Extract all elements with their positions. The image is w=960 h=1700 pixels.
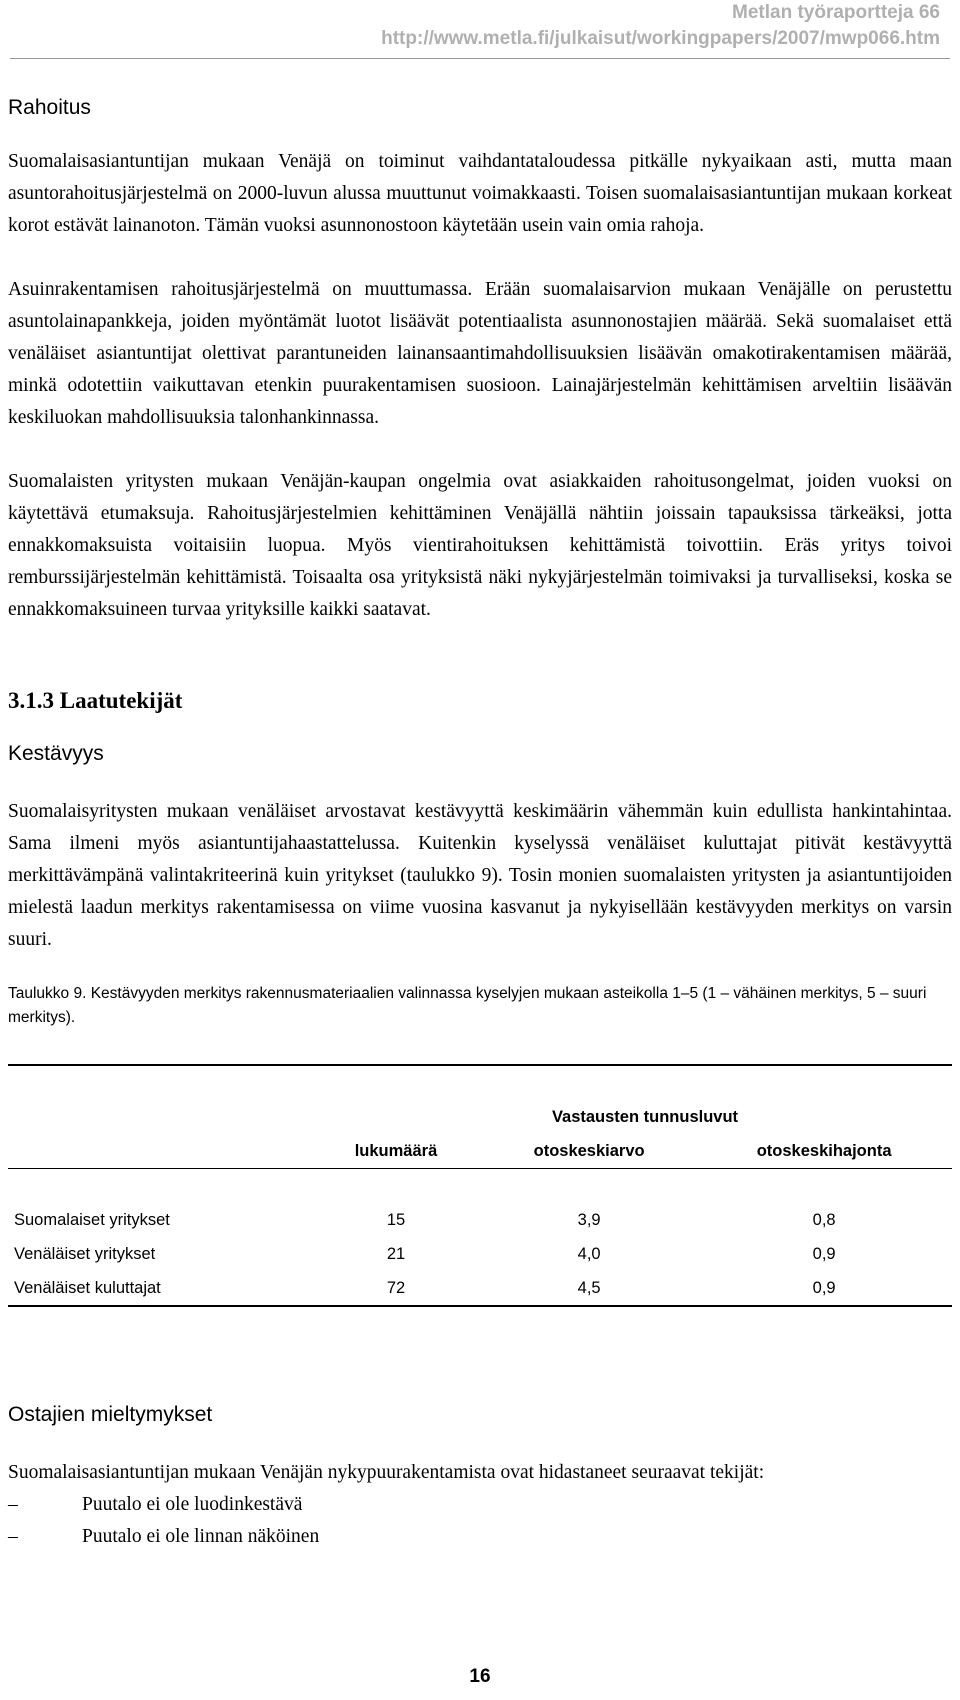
table-header-cell: [8, 1134, 310, 1169]
table-cell-group: Suomalaiset yritykset: [14, 1210, 170, 1229]
table-cell-sd: 0,9: [812, 1244, 836, 1263]
table-header-count: lukumäärä: [354, 1141, 438, 1160]
series-title: Metlan työraportteja 66: [732, 2, 940, 23]
table-row: [8, 1203, 952, 1237]
section-title-kestavyys: Kestävyys: [8, 742, 104, 765]
table-row: [8, 1271, 952, 1306]
table-cell-group: Venäläiset kuluttajat: [14, 1278, 161, 1297]
table-kestavyys: [8, 1064, 952, 1341]
table-cell-count: 21: [386, 1244, 406, 1263]
table-cell-count: 72: [386, 1278, 406, 1297]
section-title-laatutekijat: 3.1.3 Laatutekijät: [8, 688, 183, 713]
list-item-text: Puutalo ei ole luodinkestävä: [82, 1494, 303, 1515]
paragraph-rahoitus-3: Suomalaisten yritysten mukaan Venäjän-kaupan ongelmia ovat asiakkaiden rahoitusongelmat, joiden vuoksi on käytettävä etumaksuja. Rahoitusjärjestelmien kehittäminen Venäjällä nähtiin joissain tapauksissa tärkeäksi, jotta ennakkomaksuista voitaisiin luopua. Myös vientirahoituksen kehittämistä toivottiin. Eräs yritys toivoi remburssijärjestelmän kehittämistä. Toisaalta osa yrityksistä näki nykyjärjestelmän toimivaksi ja turvalliseksi, koska se ennakkomaksuineen turvaa yrityksille kaikki saatavat.: [8, 471, 952, 620]
section-title-rahoitus: Rahoitus: [8, 96, 91, 119]
table-cell-mean: 4,0: [577, 1244, 601, 1263]
dash-marker: –: [8, 1494, 18, 1515]
table-group-header: Vastausten tunnusluvut: [551, 1107, 739, 1126]
section-title-mieltymykset: Ostajien mieltymykset: [8, 1403, 213, 1426]
table-header-sd: otoskeskihajonta: [756, 1141, 892, 1160]
header-url: http://www.metla.fi/julkaisut/workingpapers/2007/mwp066.htm: [381, 28, 940, 49]
paragraph-mieltymykset: Suomalaisasiantuntijan mukaan Venäjän nykypuurakentamista ovat hidastaneet seuraavat tekijät:: [8, 1462, 765, 1483]
page-content: [8, 96, 952, 1553]
table-cell-mean: 3,9: [577, 1210, 601, 1229]
list-item: [8, 1489, 952, 1521]
page-number: 16: [469, 1666, 491, 1687]
table-cell-group: Venäläiset yritykset: [14, 1244, 156, 1263]
dash-marker: –: [8, 1526, 18, 1547]
table-header-mean: otoskeskiarvo: [533, 1141, 645, 1160]
table-caption: Taulukko 9. Kestävyyden merkitys rakennusmateriaalien valinnassa kyselyjen mukaan asteikolla 1–5 (1 – vähäinen merkitys, 5 – suuri merkitys).: [8, 985, 927, 1026]
paragraph-kestavyys: Suomalaisyritysten mukaan venäläiset arvostavat kestävyyttä keskimäärin vähemmän kuin edullista hankintahintaa. Sama ilmeni myös asiantuntijahaastattelussa. Kuitenkin kyselyssä venäläiset kuluttajat pitivät kestävyyttä merkittävämpänä valintakriteerinä kuin yritykset (taulukko 9). Tosin monien suomalaisten yritysten ja asiantuntijoiden mielestä laadun merkitys rakentamisessa on viime vuosina kasvanut ja nykyisellään kestävyyden merkitys on varsin suuri.: [8, 801, 952, 950]
paragraph-rahoitus-2: Asuinrakentamisen rahoitusjärjestelmä on muuttumassa. Erään suomalaisarvion mukaan Venäjälle on perustettu asuntolainapankkeja, joiden myöntämät luotot lisäävät potentiaalista asunnonostajien määrää. Sekä suomalaiset että venäläiset asiantuntijat olettivat parantuneiden lainansaantimahdollisuuksien lisäävän omakotirakentamisen määrää, minkä odotettiin vaikuttavan etenkin puurakentamisen suosioon. Lainajärjestelmän kehittämisen arveltiin lisäävän keskiluokan mahdollisuuksia talonhankinnassa.: [8, 279, 952, 428]
table-cell-sd: 0,9: [812, 1278, 836, 1297]
table-cell-sd: 0,8: [812, 1210, 836, 1229]
list-item: [8, 1521, 952, 1553]
table-cell-mean: 4,5: [577, 1278, 601, 1297]
paragraph-rahoitus-1: Suomalaisasiantuntijan mukaan Venäjä on toiminut vaihdantataloudessa pitkälle nykyaikaan asti, mutta maan asuntorahoitusjärjestelmä on 2000-luvun alussa muuttunut voimakkaasti. Toisen suomalaisasiantuntijan mukaan korkeat korot estävät lainanoton. Tämän vuoksi asunnonostoon käytetään usein vain omia rahoja.: [8, 151, 952, 236]
table-row: [8, 1237, 952, 1271]
table-cell-count: 15: [386, 1210, 406, 1229]
list-item-text: Puutalo ei ole linnan näköinen: [82, 1526, 320, 1547]
factor-list: [8, 1489, 952, 1553]
page-header: [381, 0, 940, 52]
header-divider: [10, 58, 950, 59]
